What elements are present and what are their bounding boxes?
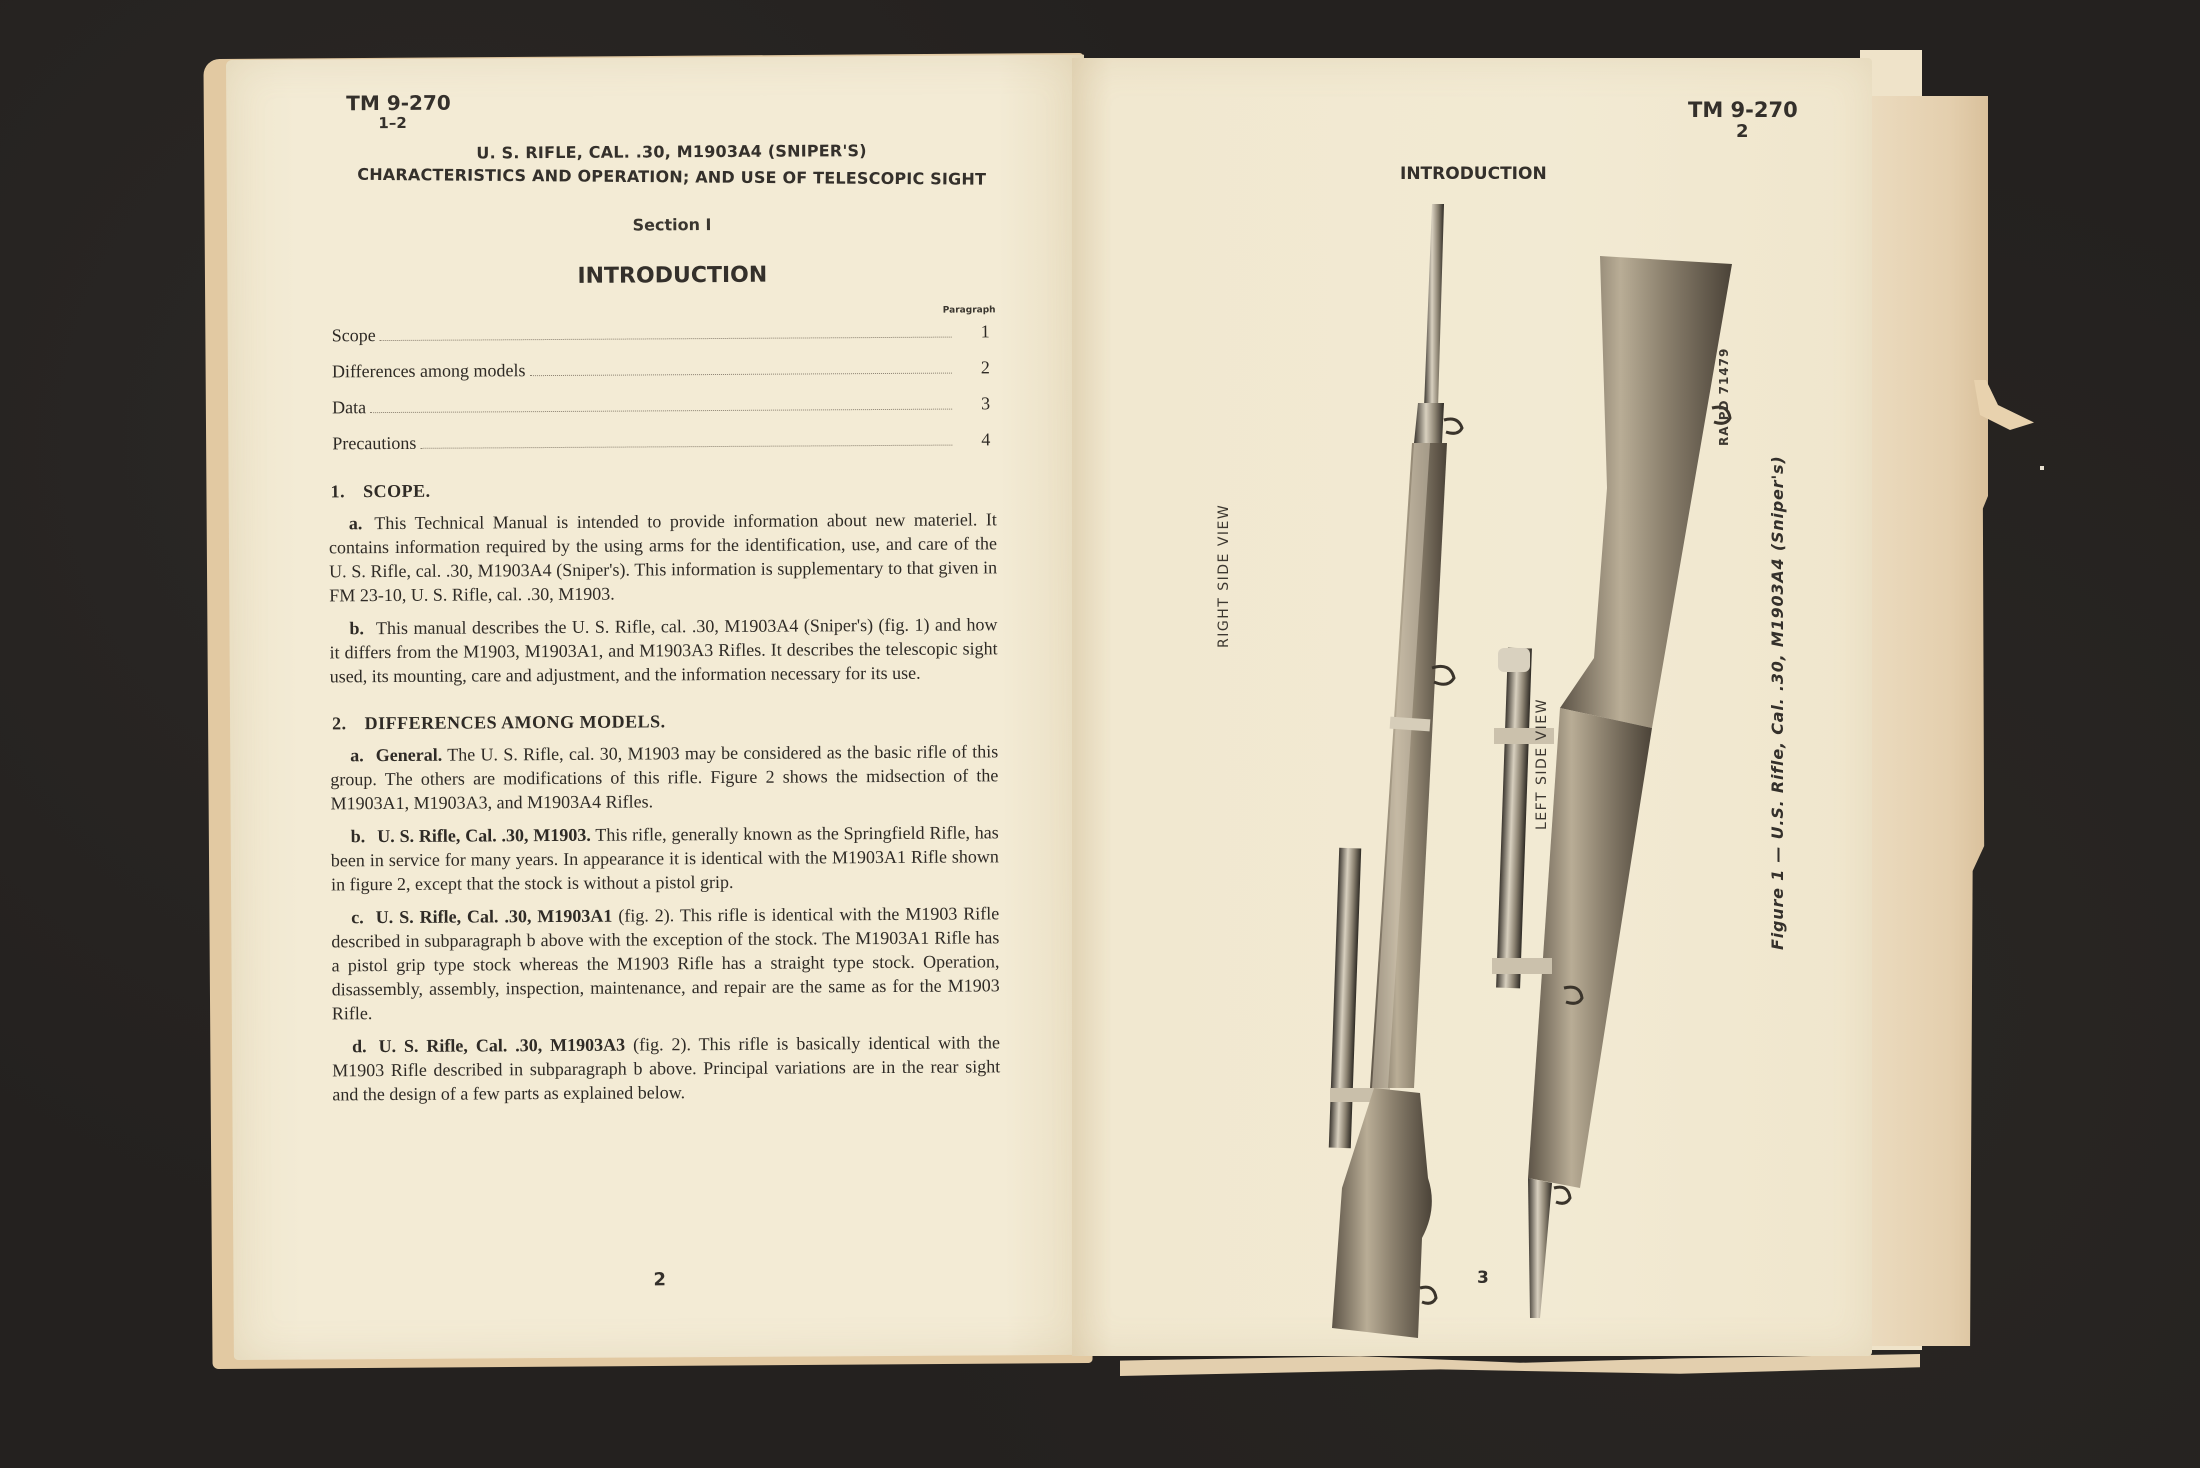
manual-title	[326, 137, 1016, 191]
section-heading-text: SCOPE.	[363, 480, 431, 502]
toc-entry[interactable]	[332, 321, 996, 361]
paragraph-text: This rifle, generally known as the Springfield Rifle, has been in service for many years. In appearance it is identical with the M1903A1 Rifle shown in figure 2, except that the stock is without a pistol grip.	[330, 822, 999, 895]
telescope-sight	[1496, 648, 1532, 989]
section-heading-differences	[332, 707, 998, 735]
dust-speck	[2040, 466, 2044, 470]
scope-mount	[1492, 958, 1552, 974]
sling-swivel	[1444, 419, 1462, 433]
torn-back-pages	[1860, 96, 1988, 1346]
toc-entry-label: Precautions	[332, 432, 417, 454]
paragraph-2b	[331, 820, 999, 896]
negative-number: RA PD 71479	[1717, 347, 1731, 446]
telescope-sight	[1329, 848, 1361, 1149]
tm-number: TM 9-270	[1688, 98, 1798, 122]
page-header: INTRODUCTION	[1400, 164, 1547, 184]
sling-swivel	[1554, 1187, 1570, 1203]
section-title: INTRODUCTION	[577, 262, 768, 289]
leader-dots	[530, 373, 952, 377]
toc-column-header: Paragraph	[942, 305, 996, 316]
page-number: 2	[653, 1269, 667, 1291]
paragraph-bold-heading: General.	[375, 744, 443, 766]
leader-dots	[420, 445, 952, 449]
paragraph-letter: a.	[350, 745, 364, 766]
paragraph-1b	[329, 612, 997, 688]
title-line-1: U. S. RIFLE, CAL. .30, M1903A4 (SNIPER'S)	[476, 141, 867, 163]
toc-entry-paragraph: 1	[980, 321, 990, 342]
rifle-butt-stock	[1560, 256, 1732, 728]
toc-entry-label: Data	[332, 397, 367, 418]
torn-bottom-edge	[1120, 1354, 1920, 1376]
rifle-barrel	[1424, 204, 1444, 408]
tm-number-header	[346, 90, 451, 134]
section-number: 1.	[330, 481, 346, 502]
paragraph-text: (fig. 2). This rifle is basically identical with the M1903 Rifle described in subparagraph b above. Principal variations are in the rear sight and the design of a few parts as explained below.	[332, 1032, 1001, 1105]
paragraph-bold-heading: U. S. Rifle, Cal. .30, M1903.	[377, 824, 591, 847]
paragraph-letter: d.	[351, 1036, 367, 1057]
section-heading-text: DIFFERENCES AMONG MODELS.	[364, 711, 666, 734]
body-text	[329, 475, 1001, 1115]
paragraph-text: The U. S. Rifle, cal. 30, M1903 may be considered as the basic rifle of this group. The others are modifications of this rifle. Figure 2 shows the midsection of the M1903A1, M1903A3, and M1903A4 Rifles.	[330, 741, 999, 814]
left-page	[226, 55, 1092, 1360]
table-of-contents	[332, 305, 997, 469]
paragraph-1a	[329, 507, 998, 607]
paragraph-letter: b.	[350, 826, 366, 847]
toc-entry[interactable]	[332, 393, 996, 433]
paragraph-2a	[330, 739, 998, 815]
leader-dots	[380, 337, 952, 341]
paragraph-letter: a.	[348, 513, 363, 534]
rifle-figure	[1192, 188, 1752, 1338]
paragraph-letter: c.	[351, 907, 364, 928]
section-heading-scope	[331, 475, 997, 503]
paragraph-2d	[332, 1030, 1000, 1106]
toc-entry-label: Differences among models	[331, 360, 526, 382]
paragraph-2c	[331, 901, 1000, 1025]
figure-caption: Figure 1 — U.S. Rifle, Cal. .30, M1903A4 (Sniper's)	[1768, 455, 1787, 950]
toc-entry-label: Scope	[331, 325, 376, 346]
section-number: 2.	[331, 713, 347, 734]
paragraph-reference: 2	[1736, 121, 1749, 142]
section-label: Section I	[632, 215, 712, 235]
paragraph-bold-heading: U. S. Rifle, Cal. .30, M1903A1	[375, 905, 613, 928]
tm-number: TM 9-270	[346, 90, 451, 116]
scope-lens	[1498, 648, 1530, 672]
right-page	[1072, 58, 1872, 1356]
paragraph-text: This Technical Manual is intended to provide information about new materiel. It contains information required by the using arms for the identification, use, and care of the U. S. Rifle, cal. .30, M1903A4 (Sniper's). This information is supplementary to that given in FM 23-10, U. S. Rifle, cal. .30, M1903.	[328, 509, 998, 606]
sling-swivel	[1420, 1287, 1436, 1303]
toc-entry-paragraph: 4	[981, 429, 991, 450]
page-number: 3	[1477, 1268, 1489, 1288]
rifle-right-side-view	[1329, 204, 1462, 1338]
toc-entry-paragraph: 2	[980, 357, 990, 378]
tm-number-header	[1688, 100, 1798, 142]
toc-entry[interactable]	[332, 357, 996, 397]
left-side-view-label: LEFT SIDE VIEW	[1534, 698, 1550, 830]
title-line-2: CHARACTERISTICS AND OPERATION; AND USE OF TELESCOPIC SIGHT	[357, 164, 987, 189]
toc-entry-paragraph: 3	[981, 393, 991, 414]
toc-entry[interactable]	[332, 429, 996, 469]
paragraph-letter: b.	[349, 618, 365, 639]
rifle-barrel	[1528, 1178, 1552, 1318]
paragraph-text: (fig. 2). This rifle is identical with the M1903 Rifle described in subparagraph b above with the exception of the stock. The M1903A1 Rifle has a pistol grip type stock whereas the M1903 Rifle has a straight type stock. Operation, disassembly, assembly, inspection, maintenance, and repair are the same as for the M1903 Rifle.	[331, 903, 1000, 1024]
leader-dots	[370, 409, 952, 414]
paragraph-bold-heading: U. S. Rifle, Cal. .30, M1903A3	[378, 1034, 626, 1057]
paragraph-reference: 1–2	[378, 113, 407, 133]
rifle-front-band	[1414, 403, 1444, 443]
paragraph-text: This manual describes the U. S. Rifle, cal. .30, M1903A4 (Sniper's) (fig. 1) and how it differs from the M1903, M1903A1, and M1903A3 Rifles. It describes the telescopic sight used, its mounting, care and adjustment, and the information necessary for its use.	[329, 614, 998, 687]
right-side-view-label: RIGHT SIDE VIEW	[1216, 503, 1232, 648]
rifle-left-side-view	[1492, 256, 1732, 1318]
